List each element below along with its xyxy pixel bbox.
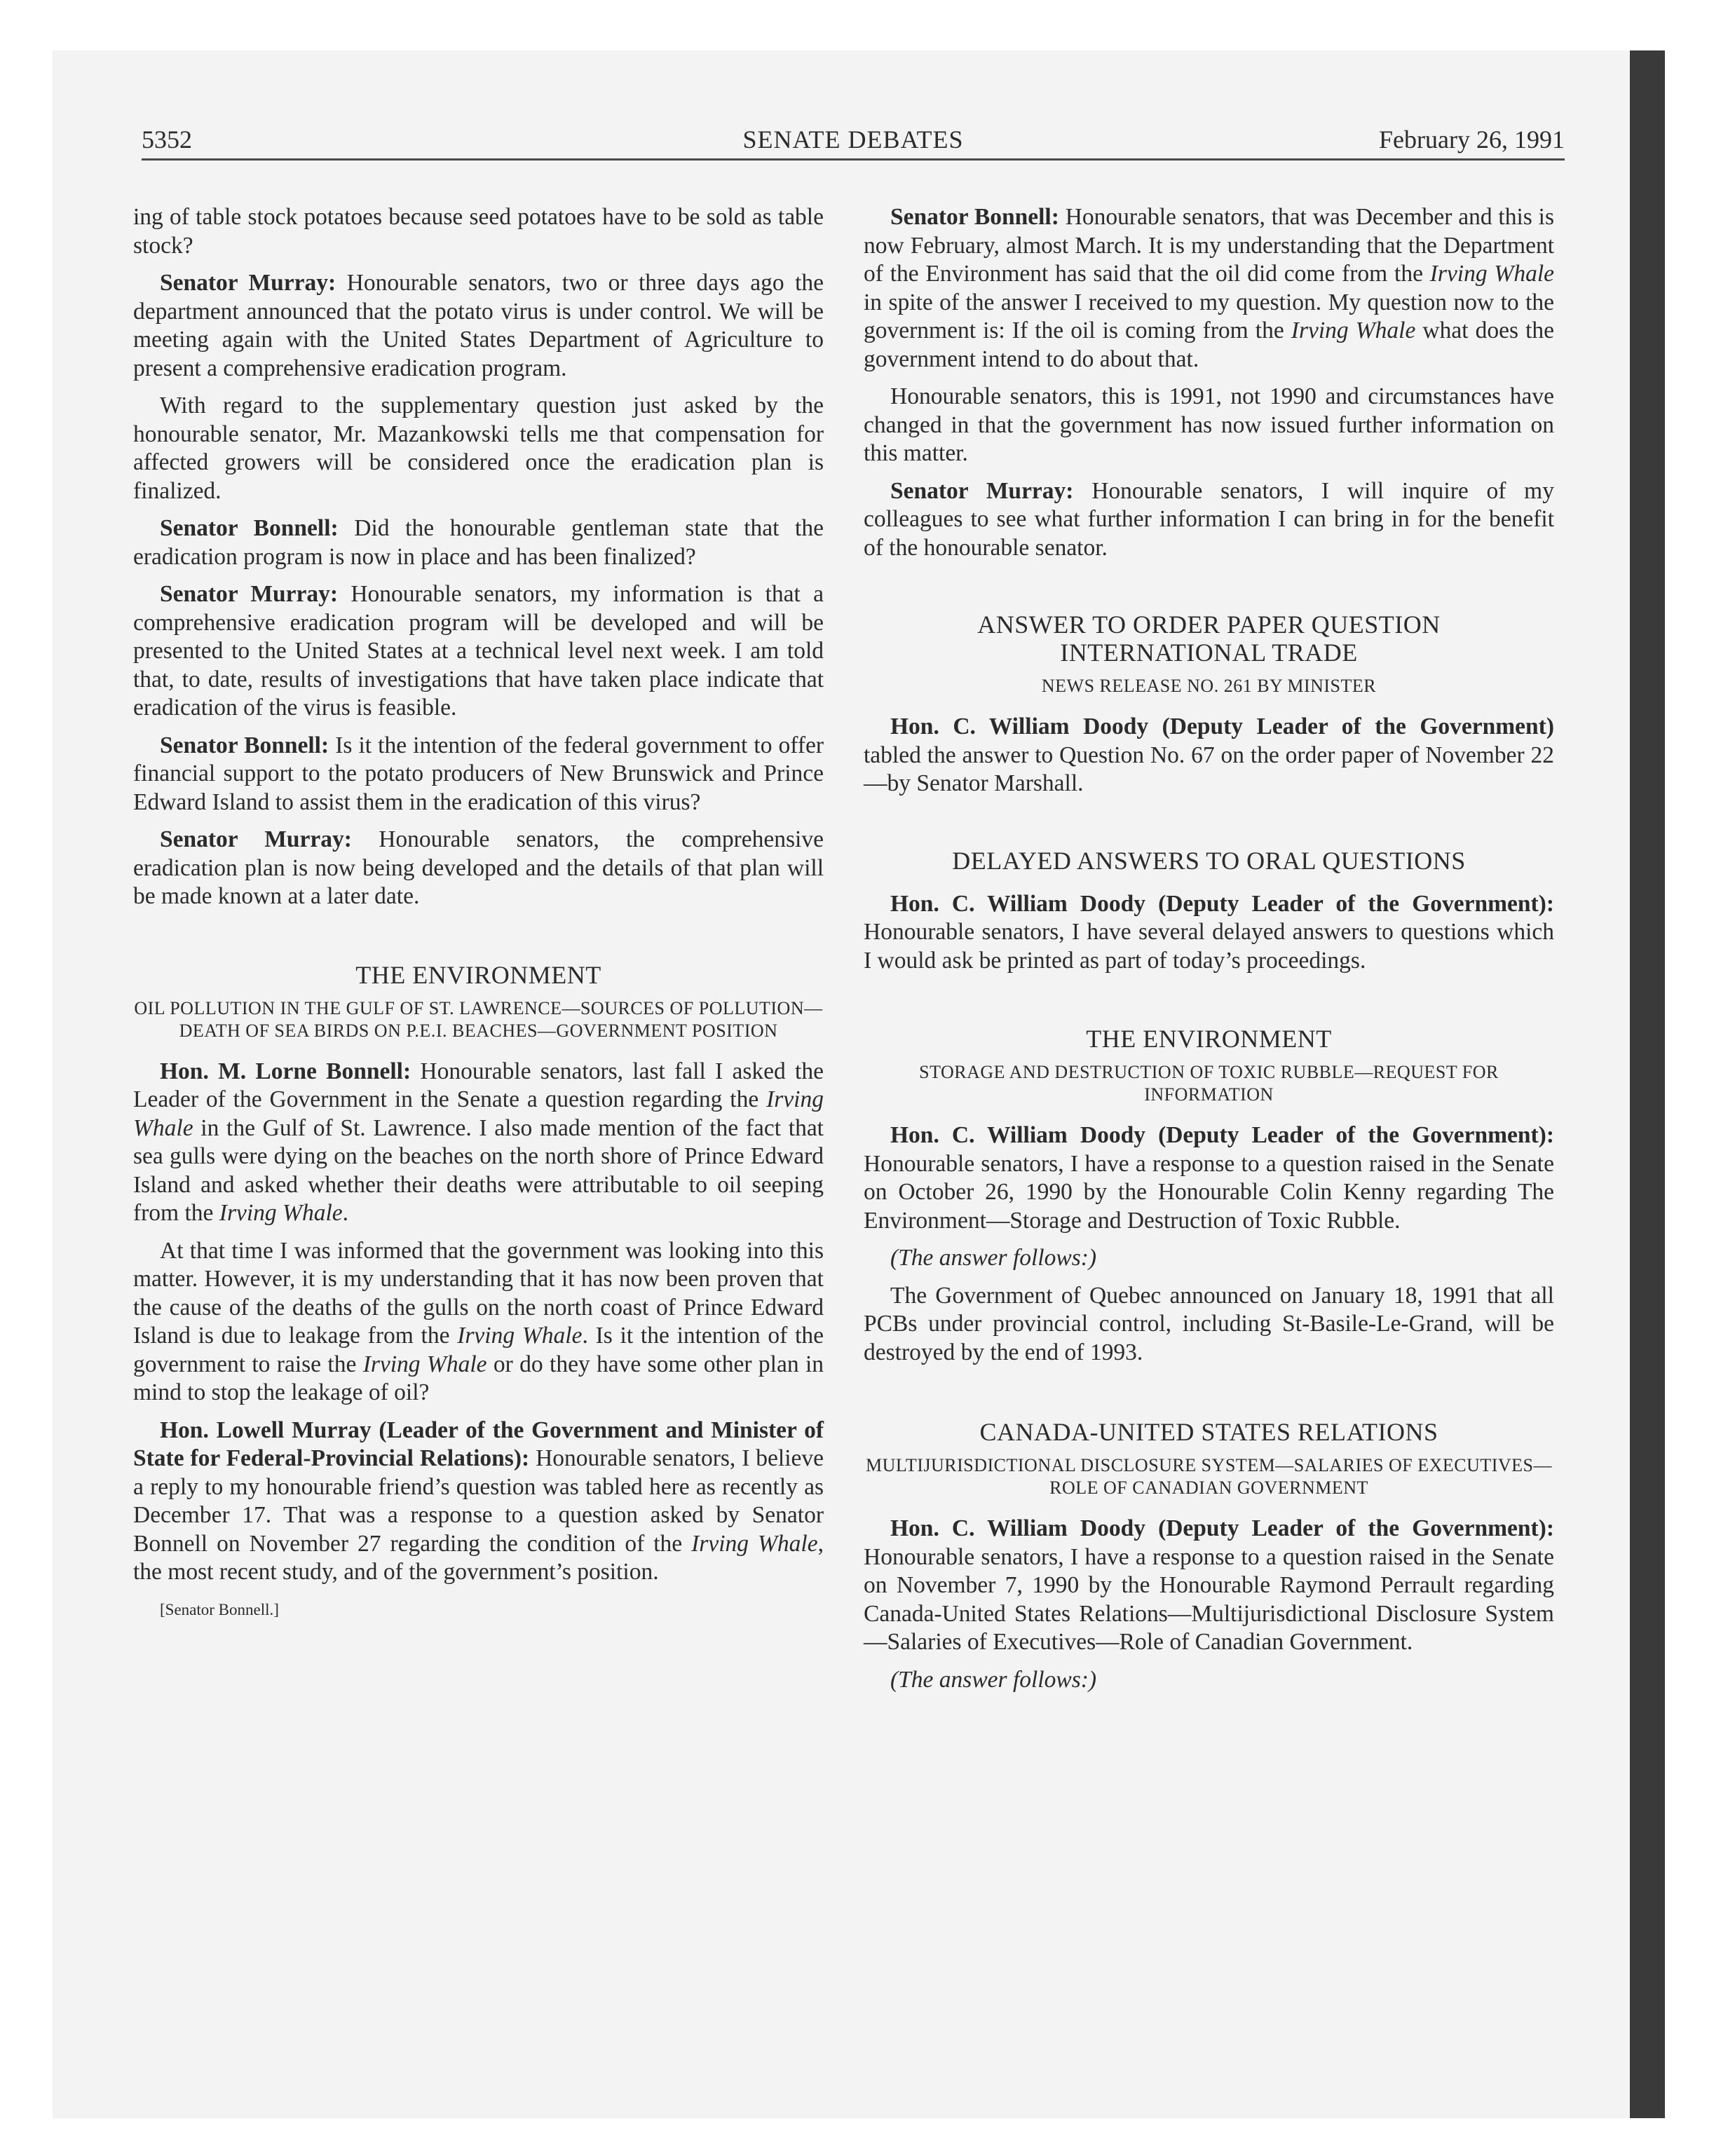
- paragraph: Hon. M. Lorne Bonnell: Honourable senators, last fall I asked the Leader of the Government in the Senate a question regarding the Irving Whale in the Gulf of St. Lawrence. I also made mention of the fact that sea gulls were dying on the beaches on the north shore of Prince Edward Island and asked whether their deaths were attributable to oil seeping from the Irving Whale.: [133, 1058, 824, 1226]
- paragraph: Hon. C. William Doody (Deputy Leader of the Government): Honourable senators, I have a response to a question raised in the Senate on November 7, 1990 by the Honourable Raymond Perrault regarding Canada-United States Relations—Multijurisdictional Disclosure System—Salaries of Executives—Role of Canadian Government.: [864, 1515, 1554, 1655]
- paragraph: Senator Murray: Honourable senators, two or three days ago the department announced that the potato virus is under control. We will be meeting again with the United States Department of Agriculture to present a comprehensive eradication program.: [133, 270, 824, 381]
- answer-follows-note: (The answer follows:): [890, 1666, 1097, 1693]
- speaker-name: Hon. C. William Doody (Deputy Leader of the Government):: [890, 890, 1554, 917]
- speaker-name: Senator Bonnell:: [160, 515, 339, 541]
- page-header: [142, 119, 1565, 161]
- speaker-name: Hon. C. William Doody (Deputy Leader of the Government): [890, 714, 1554, 739]
- paragraph: Senator Bonnell: Honourable senators, that was December and this is now February, almost March. It is my understanding that the Department of the Environment has said that the oil did come from the Irving Whale in spite of the answer I received to my question. My question now to the government is: If the oil is coming from the Irving Whale what does the government intend to do about that.: [864, 204, 1554, 372]
- speaker-name: Senator Murray:: [160, 270, 336, 296]
- speaker-name: Senator Bonnell:: [160, 732, 329, 758]
- paragraph: Senator Bonnell: Did the honourable gentleman state that the eradication program is now in place and has been finalized?: [133, 515, 824, 570]
- speaker-name: Hon. C. William Doody (Deputy Leader of the Government):: [890, 1122, 1554, 1148]
- scan-edge-shadow: [1630, 50, 1665, 2118]
- paragraph: At that time I was informed that the government was looking into this matter. However, it is my understanding that it has now been proven that the cause of the deaths of the gulls on the north coast of Prince Edward Island is due to leakage from the Irving Whale. Is it the intention of the government to raise the Irving Whale or do they have some other plan in mind to stop the leakage of oil?: [133, 1237, 824, 1405]
- paragraph: Senator Murray: Honourable senators, my information is that a comprehensive eradication program will be developed and will be presented to the United States at a technical level next week. I am told that, to date, results of investigations that have taken place indicate that eradication of the virus is feasible.: [133, 581, 824, 721]
- publication-title: SENATE DEBATES: [742, 125, 964, 153]
- page-footnote: [Senator Bonnell.]: [160, 1600, 279, 1618]
- answer-text: The Government of Quebec announced on January 18, 1991 that all PCBs under provincial control, including St-Basile-Le-Grand, will be destroyed by the end of 1993.: [864, 1282, 1554, 1365]
- page-date: February 26, 1991: [1379, 125, 1565, 153]
- section-heading: INTERNATIONAL TRADE: [1060, 639, 1358, 667]
- page-number: 5352: [142, 125, 192, 153]
- section-subheading: NEWS RELEASE NO. 261 BY MINISTER: [1041, 676, 1377, 696]
- left-column: [133, 203, 824, 1633]
- speaker-name: Hon. Lowell Murray (Leader of the Government and Minister of State for Federal-Provincial Relations):: [133, 1417, 824, 1471]
- speaker-name: Hon. M. Lorne Bonnell:: [160, 1058, 411, 1084]
- section-subheading: MULTIJURISDICTIONAL DISCLOSURE SYSTEM—SALARIES OF EXECUTIVES—ROLE OF CANADIAN GOVERNMENT: [865, 1455, 1553, 1498]
- paragraph: Hon. C. William Doody (Deputy Leader of the Government): Honourable senators, I have several delayed answers to questions which I would ask be printed as part of today’s proceedings.: [864, 890, 1554, 974]
- paragraph: Hon. Lowell Murray (Leader of the Government and Minister of State for Federal-Provincial Relations): Honourable senators, I believe a reply to my honourable friend’s question was tabled here as recently as December 17. That was a response to a question asked by Senator Bonnell on November 27 regarding the condition of the Irving Whale, the most recent study, and of the government’s position.: [133, 1417, 824, 1585]
- section-heading: ANSWER TO ORDER PAPER QUESTION: [977, 610, 1441, 639]
- section-subheading: STORAGE AND DESTRUCTION OF TOXIC RUBBLE—REQUEST FOR INFORMATION: [919, 1062, 1499, 1105]
- paragraph: Senator Bonnell: Is it the intention of the federal government to offer financial support to the potato producers of New Brunswick and Prince Edward Island to assist them in the eradication of this virus?: [133, 732, 824, 815]
- speaker-name: Senator Bonnell:: [890, 204, 1059, 230]
- paragraph: ing of table stock potatoes because seed potatoes have to be sold as table stock?: [133, 204, 824, 259]
- paragraph: Hon. C. William Doody (Deputy Leader of the Government): Honourable senators, I have a response to a question raised in the Senate on October 26, 1990 by the Honourable Colin Kenny regarding The Environment—Storage and Destruction of Toxic Rubble.: [864, 1122, 1554, 1234]
- section-heading: THE ENVIRONMENT: [1086, 1025, 1332, 1053]
- paragraph: Hon. C. William Doody (Deputy Leader of the Government) tabled the answer to Question No. 67 on the order paper of November 22—by Senator Marshall.: [864, 714, 1554, 796]
- section-heading: DELAYED ANSWERS TO ORAL QUESTIONS: [952, 846, 1466, 875]
- answer-follows-note: (The answer follows:): [890, 1245, 1097, 1271]
- speaker-name: Hon. C. William Doody (Deputy Leader of the Government):: [890, 1515, 1554, 1541]
- section-heading: CANADA-UNITED STATES RELATIONS: [979, 1418, 1438, 1446]
- paragraph: Senator Murray: Honourable senators, I will inquire of my colleagues to see what further information I can bring in for the benefit of the honourable senator.: [864, 477, 1554, 561]
- speaker-name: Senator Murray:: [160, 826, 352, 852]
- speaker-name: Senator Murray:: [890, 477, 1074, 504]
- right-column: [864, 203, 1554, 1703]
- paragraph: With regard to the supplementary question just asked by the honourable senator, Mr. Mazankowski tells me that compensation for affected growers will be considered once the eradication plan is finalized.: [133, 393, 824, 504]
- section-heading: THE ENVIRONMENT: [355, 960, 601, 989]
- speaker-name: Senator Murray:: [160, 581, 339, 607]
- section-subheading: OIL POLLUTION IN THE GULF OF ST. LAWRENCE—SOURCES OF POLLUTION—DEATH OF SEA BIRDS ON P.E.I. BEACHES—GOVERNMENT POSITION: [134, 997, 823, 1041]
- paragraph: Honourable senators, this is 1991, not 1990 and circumstances have changed in that the government has now issued further information on this matter.: [864, 383, 1554, 466]
- paragraph: Senator Murray: Honourable senators, the comprehensive eradication plan is now being developed and the details of that plan will be made known at a later date.: [133, 826, 824, 909]
